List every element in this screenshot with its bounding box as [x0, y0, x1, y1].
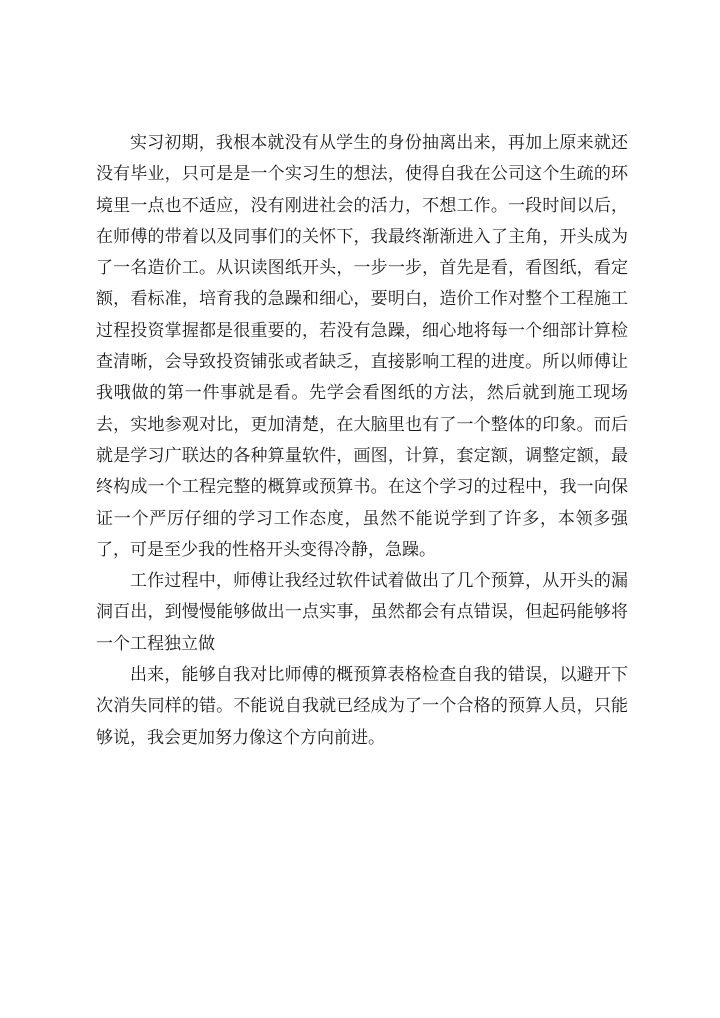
paragraph-work-process: 工作过程中，师傅让我经过软件试着做出了几个预算，从开头的漏洞百出，到慢慢能够做出一点实事，虽然都会有点错误，但起码能够将一个工程独立做: [96, 571, 628, 654]
paragraph-internship-start: 实习初期，我根本就没有从学生的身份抽离出来，再加上原来就还没有毕业，只可是是一个实习生的想法，使得自我在公司这个生疏的环境里一点也不适应，没有刚进社会的活力，不想工作。一段时间以后，在师傅的带着以及同事们的关怀下，我最终渐渐进入了主角，开头成为了一名造价工。从识读图纸开头，一步一步，首先是看，看图纸，看定额，看标准，培育我的急躁和细心，要明白，造价工作对整个工程施工过程投资掌握都是很重要的，若没有急躁，细心地将每一个细部计算检查清晰，会导致投资铺张或者缺乏，直接影响工程的进度。所以师傅让我哦做的第一件事就是看。先学会看图纸的方法，然后就到施工现场去，实地参观对比，更加清楚，在大脑里也有了一个整体的印象。而后就是学习广联达的各种算量软件，画图，计算，套定额，调整定额，最终构成一个工程完整的概算或预算书。在这个学习的过程中，我一向保证一个严厉仔细的学习工作态度，虽然不能说学到了许多，本领多强了，可是至少我的性格开头变得冷静，急躁。: [96, 133, 628, 560]
paragraph-self-check: 出来，能够自我对比师傅的概预算表格检查自我的错误，以避开下次消失同样的错。不能说自我就已经成为了一个合格的预算人员，只能够说，我会更加努力像这个方向前进。: [96, 665, 628, 748]
document-body: [96, 128, 628, 754]
